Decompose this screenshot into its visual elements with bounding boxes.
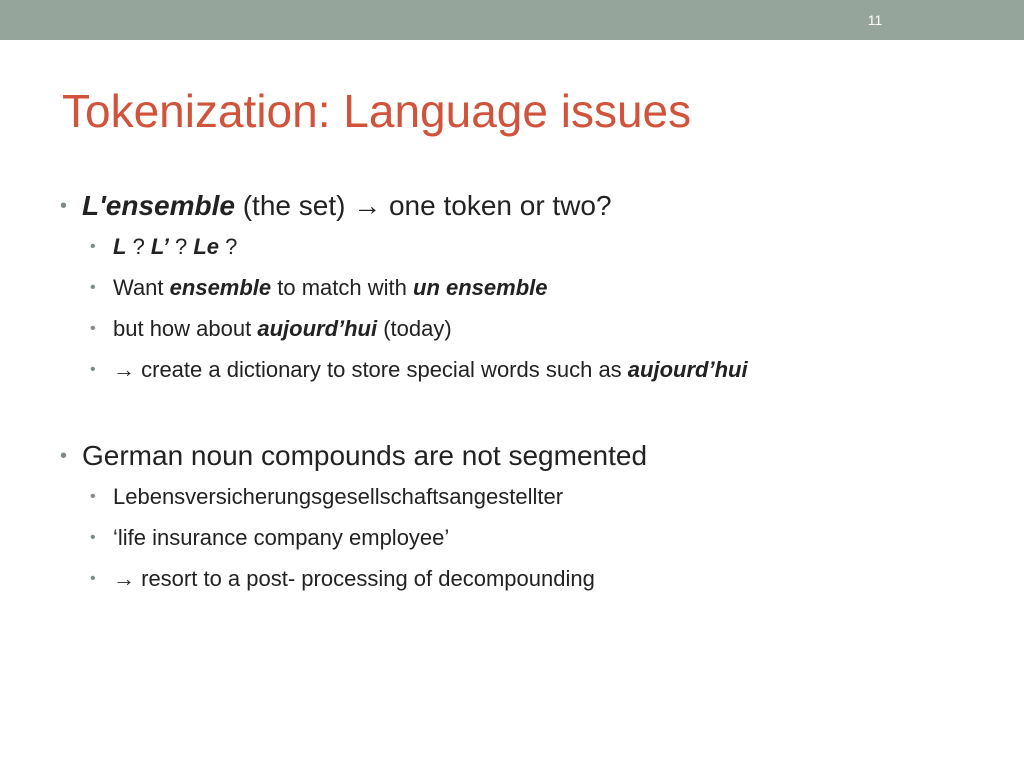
bullet-icon: • xyxy=(90,529,96,546)
bullet-icon: • xyxy=(90,570,96,587)
bullet-icon: • xyxy=(60,445,68,467)
bullet-text: (the set) → one token or two? xyxy=(234,190,612,221)
term-l-apostrophe: L’ xyxy=(150,234,169,259)
sub-bullet-l-forms xyxy=(60,226,990,267)
sub-bullet-compound-word xyxy=(60,476,990,517)
slide-number: 11 xyxy=(867,12,883,28)
spacer xyxy=(60,390,990,436)
slide-body xyxy=(60,186,990,599)
sub-bullet-aujourdhui xyxy=(60,308,990,349)
bullet-text: ? xyxy=(126,234,151,259)
bullet-icon: • xyxy=(60,195,68,217)
bullet-text: Lebensversicherungsgesellschaftsangestellter xyxy=(113,484,564,509)
term-un-ensemble: un ensemble xyxy=(413,275,548,300)
bullet-text: but how about xyxy=(113,316,258,341)
term-ensemble: ensemble xyxy=(169,275,272,300)
sub-bullet-translation xyxy=(60,517,990,558)
bullet-icon: • xyxy=(90,320,96,337)
bullet-text: ‘life insurance company employee’ xyxy=(113,525,450,550)
bullet-text: → resort to a post- processing of decompounding xyxy=(113,566,595,591)
slide-title: Tokenization: Language issues xyxy=(62,85,692,137)
sub-bullet-want-ensemble xyxy=(60,267,990,308)
term-aujourdhui: aujourd’hui xyxy=(257,316,378,341)
bullet-icon: • xyxy=(90,238,96,255)
term-aujourdhui: aujourd’hui xyxy=(627,357,748,382)
bullet-text: to match with xyxy=(271,275,413,300)
sub-bullet-decompounding xyxy=(60,558,990,599)
bullet-text: ? xyxy=(219,234,238,259)
term-l: L xyxy=(113,234,127,259)
bullet-icon: • xyxy=(90,488,96,505)
bullet-lensemble xyxy=(60,186,990,226)
term-le: Le xyxy=(193,234,219,259)
term-lensemble: L'ensemble xyxy=(82,190,235,221)
bullet-german-compounds xyxy=(60,436,990,476)
bullet-text: German noun compounds are not segmented xyxy=(82,440,648,471)
bullet-text: Want xyxy=(113,275,170,300)
sub-bullet-dictionary xyxy=(60,349,990,390)
bullet-icon: • xyxy=(90,361,96,378)
bullet-text: (today) xyxy=(377,316,452,341)
bullet-icon: • xyxy=(90,279,96,296)
bullet-text: ? xyxy=(168,234,194,259)
bullet-text: → create a dictionary to store special words such as xyxy=(113,357,628,382)
